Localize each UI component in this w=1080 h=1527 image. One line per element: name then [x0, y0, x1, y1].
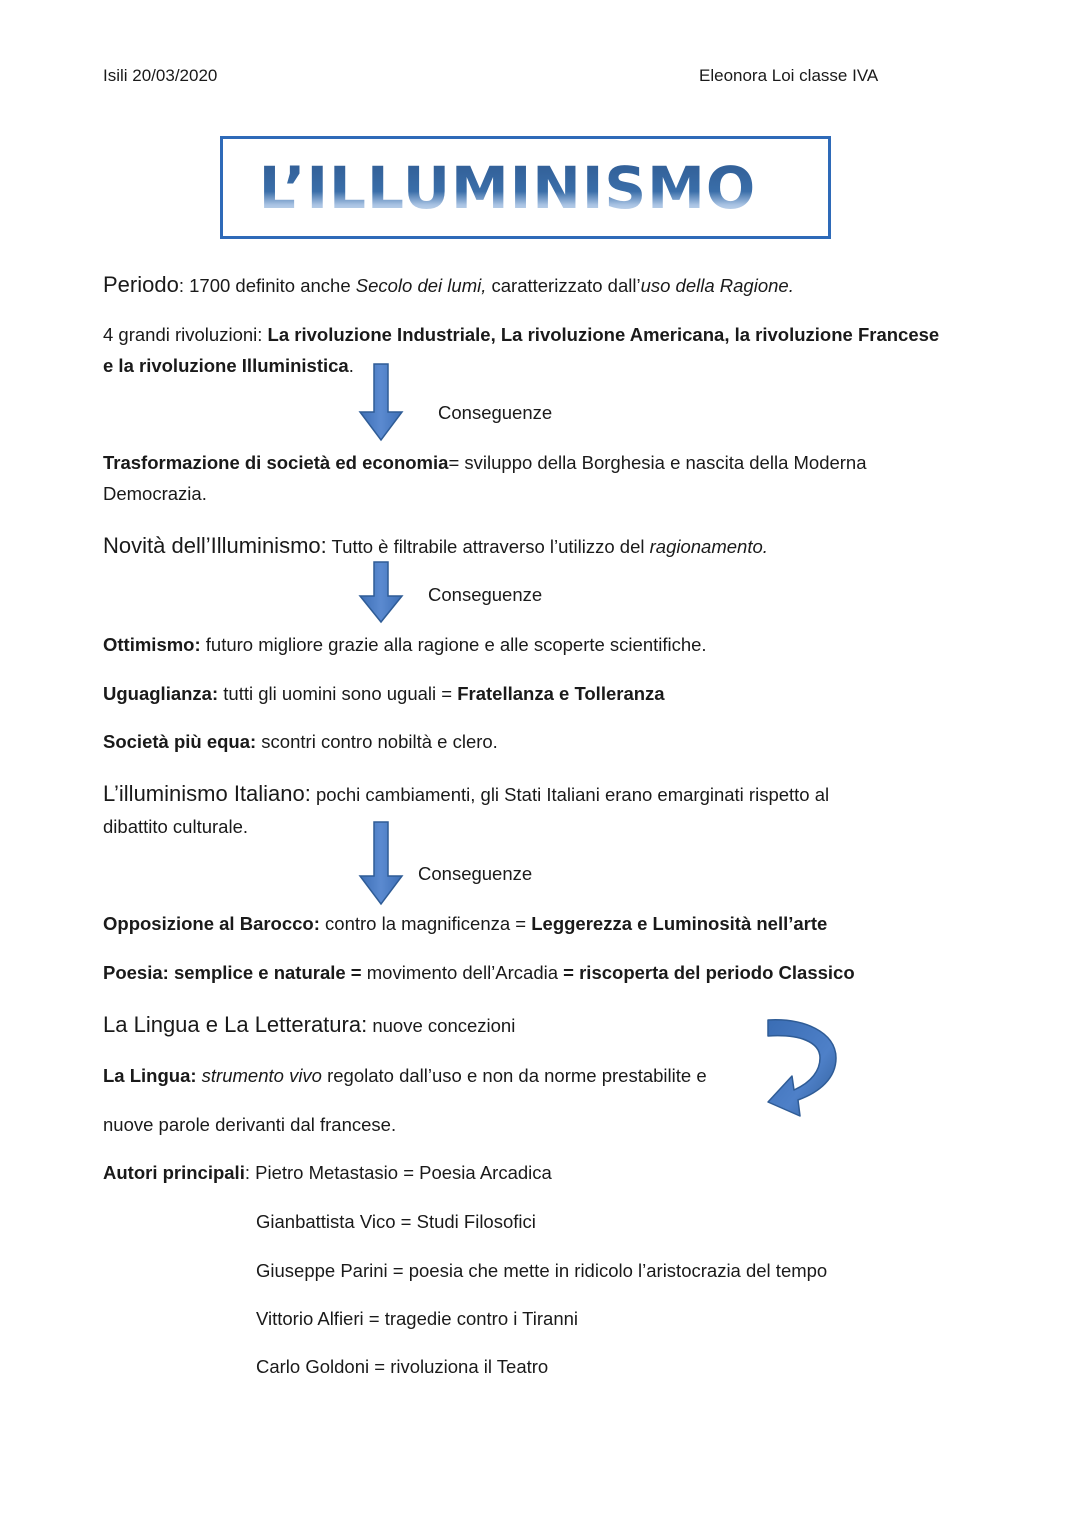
novita-label: Novità dell’Illuminismo: — [103, 533, 327, 558]
periodo-text: : 1700 definito anche — [178, 275, 356, 296]
rivoluzioni-line-2 — [103, 350, 354, 381]
conseguenze-label-2: Conseguenze — [428, 584, 543, 605]
autore-item: Vittorio Alfieri = tragedie contro i Tiranni — [256, 1308, 579, 1329]
italiano-text: pochi cambiamenti, gli Stati Italiani erano emarginati rispetto al — [310, 784, 830, 805]
down-arrow-icon — [358, 820, 404, 906]
down-arrow-icon — [358, 362, 404, 442]
author-info: Eleonora Loi classe IVA — [699, 66, 879, 85]
conseguenze-label-3: Conseguenze — [418, 863, 533, 884]
lingua-italic: strumento vivo — [196, 1065, 322, 1086]
trasformazione-text: = sviluppo della Borghesia e nascita della Moderna — [448, 452, 867, 473]
barocco-bold: Opposizione al Barocco: — [103, 913, 320, 934]
italiano-line-2: dibattito culturale. — [103, 816, 249, 837]
uguaglianza-text: tutti gli uomini sono uguali = — [218, 683, 458, 704]
lingua-lett-line — [103, 1009, 515, 1041]
autori-line — [103, 1157, 552, 1188]
barocco-text: contro la magnificenza = — [319, 913, 532, 934]
lingua-bold: La Lingua: — [103, 1065, 197, 1086]
period-mark: . — [348, 355, 354, 376]
periodo-italic-2: uso della Ragione. — [640, 275, 794, 296]
autore-item: Giuseppe Parini = poesia che mette in ridicolo l’aristocrazia del tempo — [256, 1260, 828, 1281]
ottimismo-bold: Ottimismo: — [103, 634, 201, 655]
lingua-lett-label: La Lingua e La Letteratura: — [103, 1012, 368, 1037]
title-box — [220, 136, 831, 239]
autore-item: Carlo Goldoni = rivoluziona il Teatro — [256, 1356, 549, 1377]
autori-label: Autori principali — [103, 1162, 245, 1183]
trasformazione-line-2: Democrazia. — [103, 483, 207, 504]
ottimismo-line — [103, 629, 707, 660]
novita-italic: ragionamento. — [649, 536, 768, 557]
societa-line — [103, 726, 498, 757]
uguaglianza-bold-2: Fratellanza e Tolleranza — [457, 683, 665, 704]
lingua-lett-text: nuove concezioni — [367, 1015, 516, 1036]
autore-item: Pietro Metastasio = Poesia Arcadica — [255, 1162, 552, 1183]
rivoluzioni-line-1 — [103, 319, 939, 350]
rivoluzioni-list-2: e la rivoluzione Illuministica — [103, 355, 349, 376]
societa-text: scontri contro nobiltà e clero. — [256, 731, 498, 752]
rivoluzioni-list: La rivoluzione Industriale, La rivoluzione Americana, la rivoluzione Francese — [267, 324, 940, 345]
novita-line — [103, 530, 768, 562]
uguaglianza-bold: Uguaglianza: — [103, 683, 219, 704]
lingua-line-2: nuove parole derivanti dal francese. — [103, 1114, 397, 1135]
trasformazione-bold: Trasformazione di società ed economia — [103, 452, 449, 473]
trasformazione-line-1 — [103, 447, 867, 478]
rivoluzioni-intro: 4 grandi rivoluzioni: — [103, 324, 268, 345]
periodo-italic-1: Secolo dei lumi, — [355, 275, 487, 296]
ottimismo-text: futuro migliore grazie alla ragione e alle scoperte scientifiche. — [200, 634, 707, 655]
poesia-line — [103, 957, 855, 988]
barocco-bold-2: Leggerezza e Luminosità nell’arte — [531, 913, 828, 934]
lingua-line-1 — [103, 1060, 707, 1091]
barocco-line — [103, 908, 827, 939]
periodo-text-2: caratterizzato dall’ — [486, 275, 641, 296]
lingua-text: regolato dall’uso e non da norme prestabilite e — [321, 1065, 707, 1086]
curved-arrow-icon — [764, 1012, 840, 1120]
poesia-bold-2: = riscoperta del periodo Classico — [563, 962, 855, 983]
societa-bold: Società più equa: — [103, 731, 257, 752]
conseguenze-label-1: Conseguenze — [438, 402, 553, 423]
periodo-line — [103, 269, 794, 301]
uguaglianza-line — [103, 678, 665, 709]
autori-colon: : — [244, 1162, 256, 1183]
italiano-line-1 — [103, 778, 829, 810]
italiano-label: L’illuminismo Italiano: — [103, 781, 311, 806]
down-arrow-icon — [358, 560, 404, 624]
novita-text: Tutto è filtrabile attraverso l’utilizzo del — [326, 536, 650, 557]
poesia-text: movimento dell’Arcadia — [361, 962, 564, 983]
place-date: Isili 20/03/2020 — [103, 66, 218, 85]
page-title: L’ILLUMINISMO — [258, 153, 757, 222]
periodo-label: Periodo — [103, 272, 179, 297]
autore-item: Gianbattista Vico = Studi Filosofici — [256, 1211, 536, 1232]
poesia-bold: Poesia: semplice e naturale = — [103, 962, 362, 983]
